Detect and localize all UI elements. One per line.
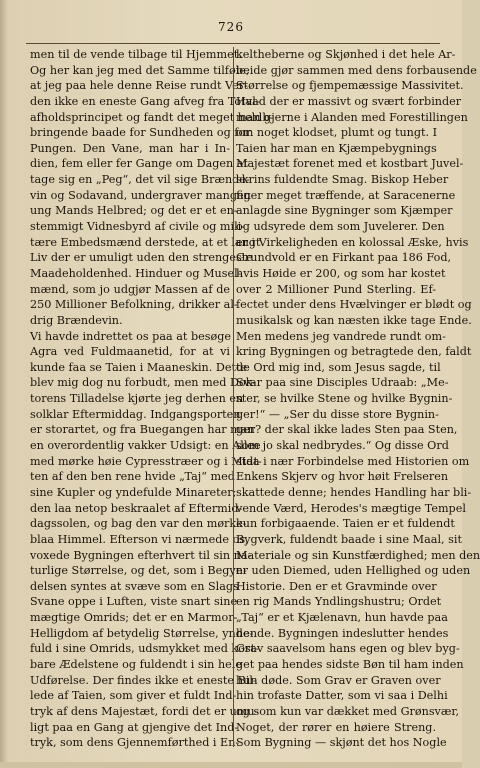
text-line: Vi havde indrettet os paa at besøge	[30, 329, 231, 343]
text-line: stemmigt Vidnesbyrd af civile og mili-	[30, 220, 246, 234]
text-line: ger? der skal ikke lades Sten paa Sten,	[236, 423, 458, 437]
text-line: tryk, som dens Gjennemførthed i En-	[30, 736, 240, 750]
text-line: skattede denne; hendes Handling har bli-	[236, 485, 472, 499]
text-line: er storartet, og fra Buegangen har man	[30, 423, 255, 437]
text-line: tære Embedsmænd derstede, at et langt	[30, 235, 261, 249]
text-line: Noget, der rører en høiere Streng.	[236, 720, 436, 734]
text-line: kunde faa se Taien i Maaneskin. Dette	[30, 360, 248, 374]
text-line: afholdsprincipet og fandt det meget heldb-	[30, 110, 274, 124]
text-line: Udførelse. Der findes ikke et eneste Bil-	[30, 673, 257, 687]
text-line: sine Kupler og yndefulde Minareter;	[30, 485, 237, 499]
text-line: blaa Himmel. Efterson vi nærmede os,	[30, 532, 249, 546]
text-line: dien, fem eller fer Gange om Dagen at	[30, 157, 248, 171]
text-line: vin og Sodavand, undergraver mangen	[30, 188, 251, 202]
text-line: get paa hendes sidste Bøn til ham inden	[236, 657, 464, 671]
text-line: blev mig dog nu forbudt, men med Dok-	[30, 376, 257, 390]
text-line: Svar paa sine Disciples Udraab: „Me-	[236, 376, 449, 390]
text-line: drig Brændevin.	[30, 313, 123, 327]
text-line: med mørke høie Cypresstræer og i Midt-	[30, 454, 262, 468]
text-line: hin trofaste Datter, som vi saa i Delhi	[236, 689, 448, 703]
text-line: voxede Bygningen efterhvert til sin na-	[30, 548, 252, 562]
text-line: Og her kan jeg med det Samme tilføie,	[30, 63, 250, 77]
text-line: skrins fuldendte Smag. Biskop Heber	[236, 173, 449, 187]
text-line: Men medens jeg vandrede rundt om-	[236, 329, 446, 343]
text-line: Grundvold er en Firkant paa 186 Fod,	[236, 251, 452, 265]
text-line: tryk af dens Majestæt, fordi det er umu-	[30, 704, 259, 718]
header-rule	[26, 43, 440, 44]
text-line: hende. Bygningen indeslutter hendes	[236, 626, 449, 640]
text-line: delsen syntes at svæve som en Slags	[30, 579, 239, 593]
text-line: Liv der er umuligt uden den strengeste	[30, 251, 253, 265]
text-line: keltheberne og Skjønhed i det hele Ar-	[236, 48, 456, 61]
text-line: 250 Millioner Befolkning, drikker al-	[30, 298, 238, 312]
text-line: at jeg paa hele denne Reise rundt Ver-	[30, 79, 248, 93]
text-line: figer meget træffende, at Saracenerne	[236, 188, 456, 202]
text-line: ligt paa en Gang at gjengive det Ind-	[30, 720, 239, 734]
text-line: Maadeholdenhed. Hinduer og Musel-	[30, 266, 242, 280]
text-line: mænd, som jo udgjør Massen af de	[30, 282, 230, 296]
text-line: Som Bygning — skjønt det hos Nogle	[236, 736, 447, 750]
text-line: Helligdom af betydelig Størrelse, ynde-	[30, 626, 254, 640]
text-line: Agra ved Fuldmaanetid, for at vi	[30, 345, 230, 359]
text-line: hun døde. Som Grav er Graven over	[236, 673, 441, 687]
text-line: vende Værd, Herodes's mægtige Tempel	[236, 501, 466, 515]
text-line: ung Mands Helbred; og det er et en-	[30, 204, 238, 218]
text-line: musikalsk og kan næsten ikke tage Ende.	[236, 313, 472, 327]
text-line: Historie. Den er et Gravminde over	[236, 579, 437, 593]
text-line: Bygverk, fuldendt baade i sine Maal, sit	[236, 532, 462, 546]
text-line: den ikke en eneste Gang afveg fra Total-	[30, 94, 260, 108]
text-line: Grav saavelsom hans egen og blev byg-	[236, 642, 460, 656]
text-line: fuld i sine Omrids, udsmykket med kost-	[30, 642, 259, 656]
text-line: ster, se hvilke Stene og hvilke Bygnin-	[236, 392, 453, 406]
text-line: beide gjør sammen med dens forbausende	[236, 63, 477, 77]
text-line: over 2 Millioner Pund Sterling. Ef-	[236, 282, 436, 296]
text-line: hvis Høide er 200, og som har kostet	[236, 266, 446, 280]
text-line: „Taj“ er et Kjælenavn, hun havde paa	[236, 611, 448, 625]
text-line: tage sig en „Peg“, det vil sige Brænde-	[30, 173, 250, 187]
text-line: om noget klodset, plumt og tungt. I	[236, 126, 438, 140]
text-line: ger!“ — „Ser du disse store Bygnin-	[236, 407, 439, 421]
text-line: Hvad der er massivt og svært forbinder	[236, 94, 462, 108]
text-line: Majestæt forenet med et kostbart Juvel-	[236, 157, 464, 171]
text-line: staa i nær Forbindelse med Historien om	[236, 454, 470, 468]
text-line: fectet under dens Hvælvinger er blødt og	[236, 298, 472, 312]
text-line: er i Virkeligheden en kolossal Æske, hvis	[236, 235, 469, 249]
text-line: en overordentlig vakker Udsigt: en Allee	[30, 439, 261, 453]
text-line: lede af Taien, som giver et fuldt Ind-	[30, 689, 237, 703]
text-line: og som kun var dækket med Grønsvær,	[236, 704, 460, 718]
column-divider	[233, 47, 234, 747]
text-line: som jo skal nedbrydes.“ Og disse Ord	[236, 439, 449, 453]
text-line: er uden Diemed, uden Hellighed og uden	[236, 564, 471, 578]
text-line: Svane oppe i Luften, viste snart sine	[30, 595, 238, 609]
text-line: den laa netop beskraalet af Eftermid-	[30, 501, 243, 515]
text-line: Taien har man en Kjæmpebygnings	[236, 141, 437, 155]
text-line: bare Ædelstene og fuldendt i sin hele	[30, 657, 242, 671]
text-line: kun forbigaaende. Taien er et fuldendt	[236, 517, 455, 531]
text-line: en rig Mands Yndlingshustru; Ordet	[236, 595, 442, 609]
text-line: de Ord mig ind, som Jesus sagde, til	[236, 360, 441, 374]
text-line: anlagde sine Bygninger som Kjæmper	[236, 204, 453, 218]
text-line: Enkens Skjerv og hvor høit Frelseren	[236, 470, 449, 484]
text-line: bringende baade for Sundheden og for	[30, 126, 251, 140]
text-line: man gjerne i Alanden med Forestillingen	[236, 110, 468, 124]
text-line: men til de vende tilbage til Hjemmet.	[30, 48, 242, 61]
text-line: dagssolen, og bag den var den mørke-	[30, 517, 247, 531]
page-bottom-edge	[0, 762, 462, 768]
text-line: torens Tilladelse kjørte jeg derhen en	[30, 392, 244, 406]
text-line: mægtige Omrids; det er en Marmor-	[30, 611, 238, 625]
page-number: 726	[218, 20, 244, 34]
text-line: Pungen. Den Vane, man har i In-	[30, 141, 230, 155]
text-line: ten af den ben rene hvide „Taj“ med	[30, 470, 235, 484]
right-text-column	[236, 47, 480, 751]
text-line: Størrelse og fjempemæssige Massivitet.	[236, 79, 464, 93]
text-line: turlige Størrelse, og det, som i Begyn-	[30, 564, 247, 578]
text-line: kring Bygningen og betragtede den, faldt	[236, 345, 472, 359]
text-line: Materiale og sin Kunstfærdighed; men den	[236, 548, 480, 562]
text-line: og udsyrede dem som Juvelerer. Den	[236, 220, 445, 234]
left-text-column	[30, 47, 274, 751]
text-line: solklar Eftermiddag. Indgangsporten	[30, 407, 241, 421]
